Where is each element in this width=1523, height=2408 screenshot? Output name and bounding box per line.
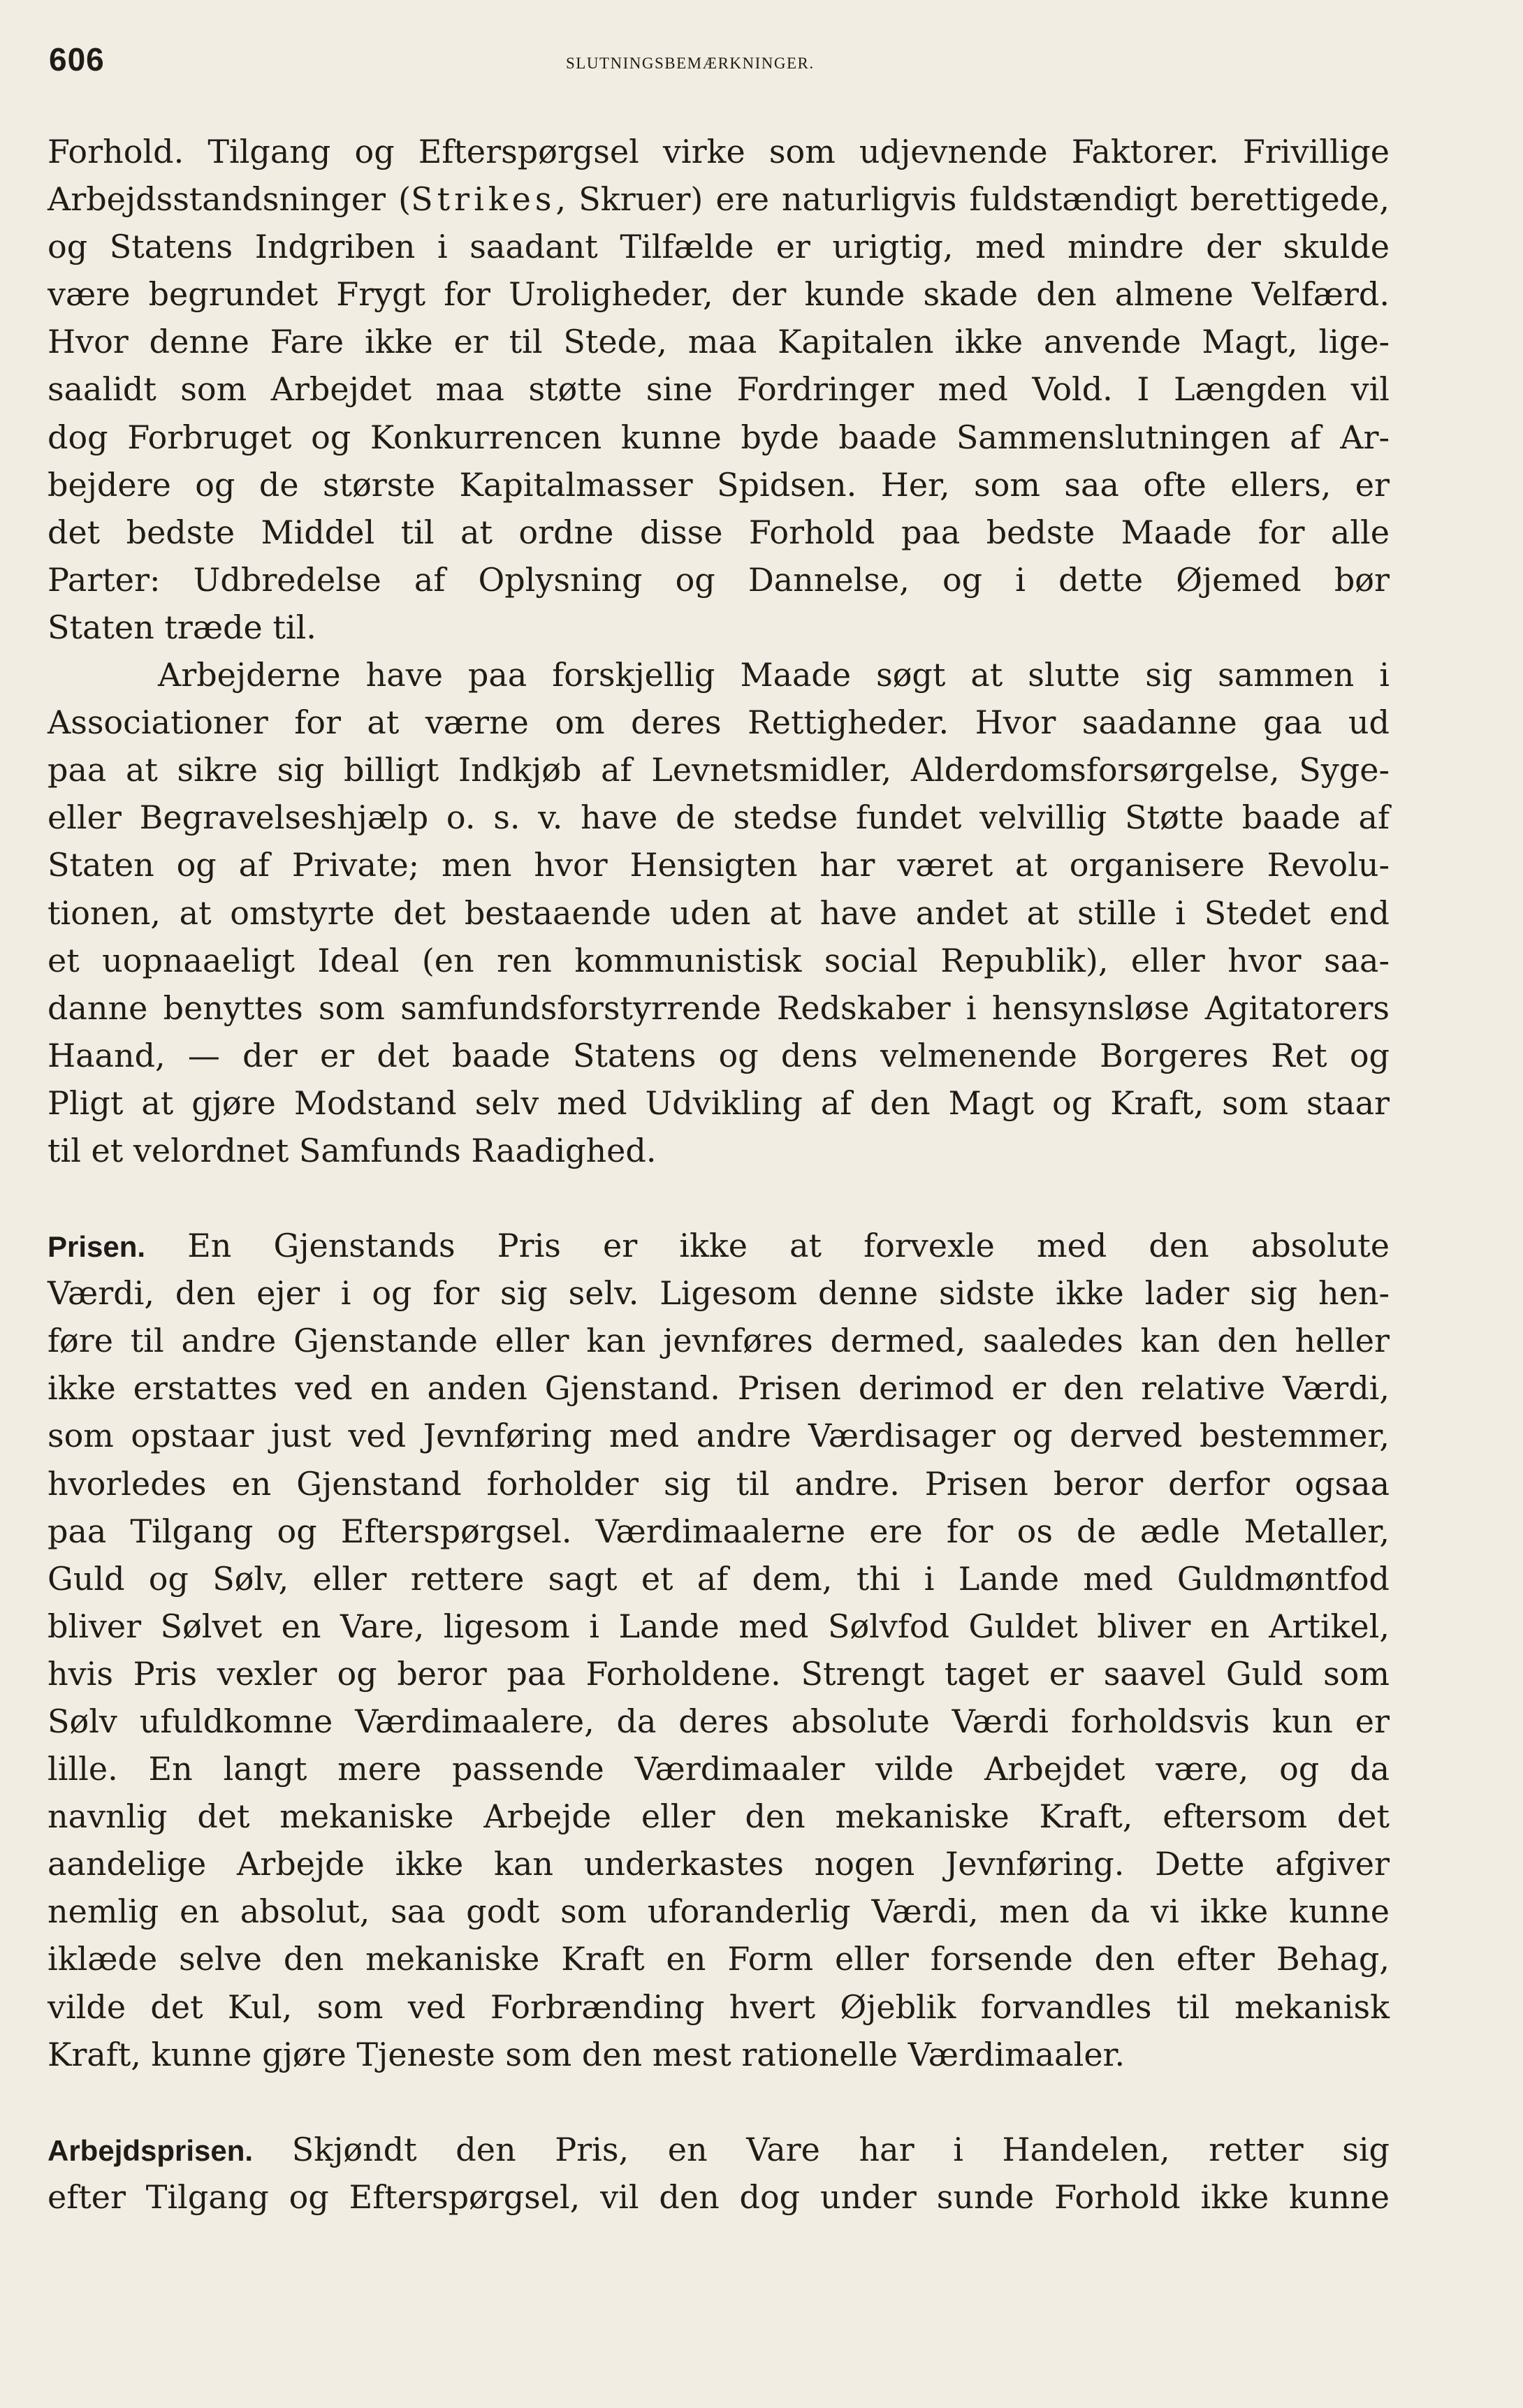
text-line: danne benyttes som samfundsforstyrrende Redskaber i hensynsløse Agitatorers — [48, 988, 1390, 1027]
section-gap — [48, 2078, 1390, 2126]
text-line: bejdere og de største Kapitalmasser Spidsen. Her, som saa ofte ellers, er — [48, 465, 1390, 504]
text-span: , Skruer) ere naturligvis fuldstændigt berettigede, — [555, 180, 1390, 219]
text-line: saalidt som Arbejdet maa støtte sine Fordringer med Vold. I Længden vil — [48, 370, 1390, 409]
paragraph-1 — [48, 128, 1390, 651]
text-line: som opstaar just ved Jevnføring med andre Værdisager og derved bestemmer, — [48, 1417, 1390, 1455]
text-line: Staten og af Private; men hvor Hensigten har været at organisere Revolu- — [48, 846, 1390, 884]
text-line: og Statens Indgriben i saadant Tilfælde er urigtig, med mindre der skulde — [48, 228, 1390, 266]
text-line: Forhold. Tilgang og Efterspørgsel virke som udjevnende Faktorer. Frivillige — [48, 133, 1390, 170]
text-line: dog Forbruget og Konkurrencen kunne byde baade Sammenslutningen af Ar- — [48, 418, 1390, 456]
text-line: Associationer for at værne om deres Rettigheder. Hvor saadanne gaa ud — [48, 703, 1390, 742]
text-line — [48, 2126, 1390, 2173]
text-line: lille. En langt mere passende Værdimaaler vilde Arbejdet være, og da — [48, 1750, 1390, 1788]
text-line — [48, 175, 1390, 223]
section-prisen — [48, 1222, 1390, 2078]
running-head: SLUTNINGSBEMÆRKNINGER. — [566, 54, 815, 72]
page-number: 606 — [49, 41, 105, 78]
text-span: En Gjenstands Pris er ikke at forvexle med den absolute — [187, 1227, 1390, 1265]
body-text — [48, 128, 1390, 2221]
text-line: hvorledes en Gjenstand forholder sig til andre. Prisen beror derfor ogsaa — [48, 1464, 1390, 1503]
paragraph-2 — [48, 651, 1390, 1174]
text-line: Pligt at gjøre Modstand selv med Udvikling af den Magt og Kraft, som staar — [48, 1083, 1390, 1122]
text-line: Staten træde til. — [48, 608, 316, 646]
text-line: til et velordnet Samfunds Raadighed. — [48, 1131, 657, 1169]
text-line: hvis Pris vexler og beror paa Forholdene. Strengt taget er saavel Guld som — [48, 1654, 1390, 1693]
section-heading-prisen: Prisen. — [48, 1230, 146, 1264]
text-line: Parter: Udbredelse af Oplysning og Dannelse, og i dette Øjemed bør — [48, 560, 1390, 599]
text-line: paa Tilgang og Efterspørgsel. Værdimaalerne ere for os de ædle Metaller, — [48, 1512, 1390, 1550]
section-gap — [48, 1174, 1390, 1222]
page-header — [49, 41, 1397, 82]
text-line: Kraft, kunne gjøre Tjeneste som den mest rationelle Værdimaaler. — [48, 2035, 1125, 2073]
text-line: efter Tilgang og Efterspørgsel, vil den dog under sunde Forhold ikke kunne — [48, 2177, 1390, 2216]
text-line: et uopnaaeligt Ideal (en ren kommunistisk social Republik), eller hvor saa- — [48, 941, 1390, 979]
text-line: tionen, at omstyrte det bestaaende uden at have andet at stille i Stedet end — [48, 893, 1390, 932]
text-line: Hvor denne Fare ikke er til Stede, maa Kapitalen ikke anvende Magt, lige- — [48, 323, 1390, 361]
text-line — [48, 1222, 1390, 1269]
text-line: Sølv ufuldkomne Værdimaalere, da deres absolute Værdi forholdsvis kun er — [48, 1702, 1390, 1740]
spaced-term-strikes: Strikes — [411, 180, 556, 219]
text-line: være begrundet Frygt for Uroligheder, der kunde skade den almene Velfærd. — [48, 275, 1390, 314]
text-span: Arbejdsstandsninger ( — [48, 180, 411, 219]
text-line: vilde det Kul, som ved Forbrænding hvert Øjeblik forvandles til mekanisk — [48, 1987, 1390, 2026]
text-line: Værdi, den ejer i og for sig selv. Ligesom denne sidste ikke lader sig hen- — [48, 1274, 1390, 1313]
text-line: paa at sikre sig billigt Indkjøb af Levnetsmidler, Alderdomsforsørgelse, Syge- — [48, 751, 1390, 789]
section-arbejdsprisen — [48, 2126, 1390, 2221]
text-line: føre til andre Gjenstande eller kan jevnføres dermed, saaledes kan den heller — [48, 1322, 1390, 1360]
text-span: Skjøndt den Pris, en Vare har i Handelen, retter sig — [291, 2130, 1390, 2168]
text-line: bliver Sølvet en Vare, ligesom i Lande med Sølvfod Guldet bliver en Artikel, — [48, 1607, 1390, 1645]
section-heading-arbejdsprisen: Arbejdsprisen. — [48, 2133, 254, 2167]
text-line: det bedste Middel til at ordne disse Forhold paa bedste Maade for alle — [48, 513, 1390, 551]
text-line: ikke erstattes ved en anden Gjenstand. Prisen derimod er den relative Værdi, — [48, 1369, 1390, 1408]
text-line: Haand, — der er det baade Statens og dens velmenende Borgeres Ret og — [48, 1036, 1390, 1074]
text-line: iklæde selve den mekaniske Kraft en Form eller forsende den efter Behag, — [48, 1940, 1390, 1978]
text-line: Guld og Sølv, eller rettere sagt et af dem, thi i Lande med Guldmøntfod — [48, 1559, 1390, 1598]
text-line: navnlig det mekaniske Arbejde eller den mekaniske Kraft, eftersom det — [48, 1797, 1390, 1836]
text-line: aandelige Arbejde ikke kan underkastes nogen Jevnføring. Dette afgiver — [48, 1845, 1390, 1883]
text-line: nemlig en absolut, saa godt som uforanderlig Værdi, men da vi ikke kunne — [48, 1892, 1390, 1931]
text-line: Arbejderne have paa forskjellig Maade søgt at slutte sig sammen i — [158, 656, 1390, 694]
text-line: eller Begravelseshjælp o. s. v. have de stedse fundet velvillig Støtte baade af — [48, 798, 1390, 837]
